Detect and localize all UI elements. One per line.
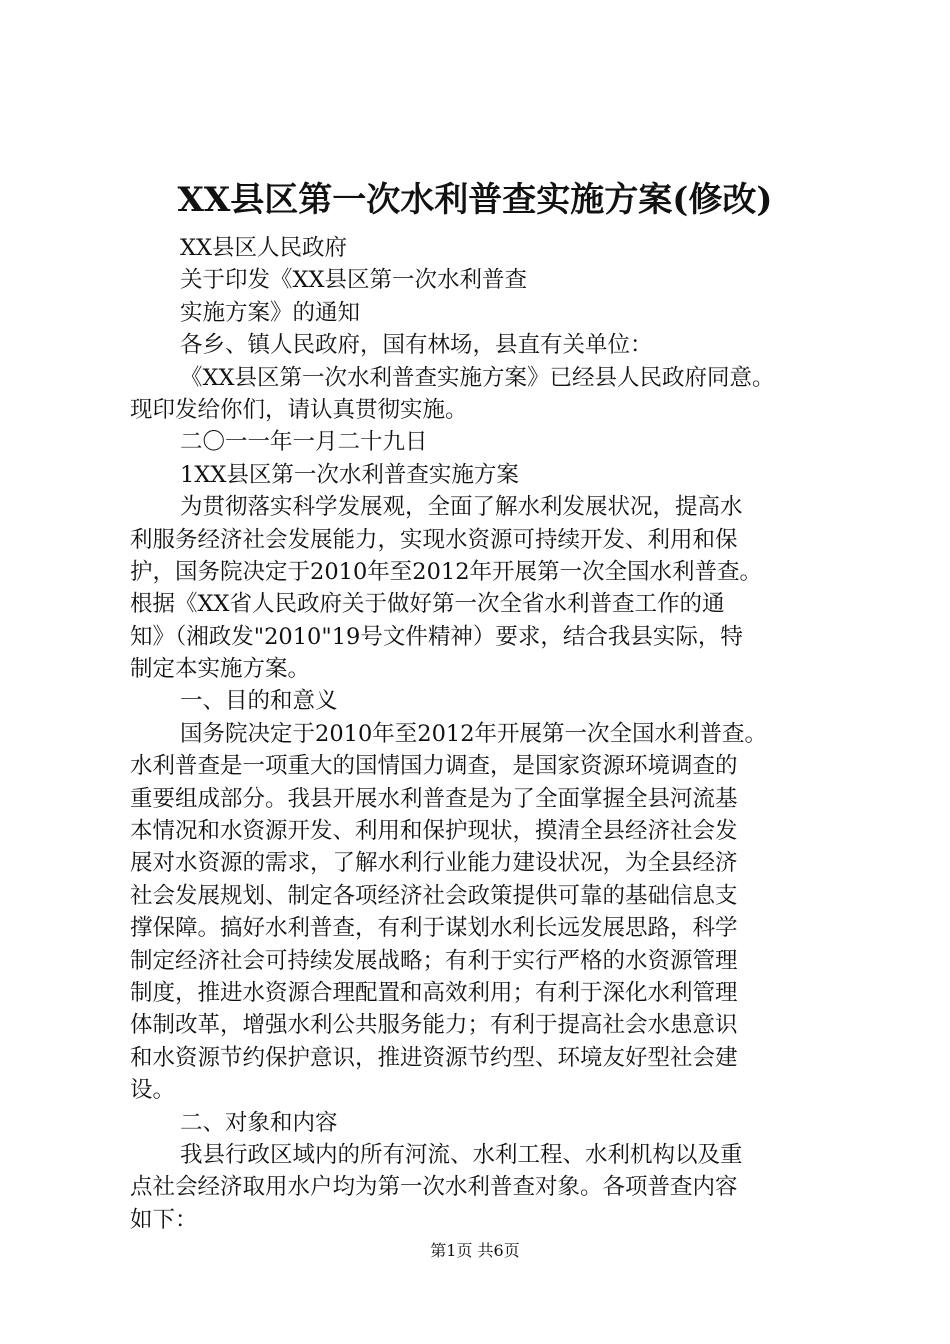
text-line-notice-title-1: 关于印发《XX县区第一次水利普查: [180, 267, 528, 294]
text-line: 我县行政区域内的所有河流、水利工程、水利机构以及重: [180, 1141, 743, 1168]
page-number-footer: 第1页 共6页: [430, 1241, 520, 1260]
text-line: 国务院决定于2010年至2012年开展第一次全国水利普查。: [180, 720, 768, 747]
text-line: 和水资源节约保护意识，推进资源节约型、环境友好型社会建: [130, 1044, 738, 1071]
text-line: 展对水资源的需求，了解水利行业能力建设状况，为全县经济: [130, 850, 738, 877]
text-line: 撑保障。搞好水利普查，有利于谋划水利长远发展思路，科学: [130, 915, 738, 942]
text-line-plan-title: 1XX县区第一次水利普查实施方案: [180, 461, 519, 488]
text-line: 如下：: [130, 1206, 198, 1233]
text-line: 体制改革，增强水利公共服务能力；有利于提高社会水患意识: [130, 1012, 738, 1039]
section-heading-purpose: 一、目的和意义: [180, 688, 338, 715]
text-line: 社会发展规划、制定各项经济社会政策提供可靠的基础信息支: [130, 882, 738, 909]
text-line: 制度，推进水资源合理配置和高效利用；有利于深化水利管理: [130, 979, 738, 1006]
section-heading-scope: 二、对象和内容: [180, 1109, 338, 1136]
text-line: 点社会经济取用水户均为第一次水利普查对象。各项普查内容: [130, 1174, 738, 1201]
text-line: 根据《XX省人民政府关于做好第一次全省水利普查工作的通: [130, 591, 725, 618]
text-line: 利服务经济社会发展能力，实现水资源可持续开发、利用和保: [130, 526, 738, 553]
text-line: 制定本实施方案。: [130, 656, 311, 683]
text-line: 水利普查是一项重大的国情国力调查，是国家资源环境调查的: [130, 753, 738, 780]
text-line: 《XX县区第一次水利普查实施方案》已经县人民政府同意。: [180, 364, 775, 391]
text-line-recipients: 各乡、镇人民政府，国有林场，县直有关单位：: [180, 332, 653, 359]
document-body: [130, 232, 830, 1236]
text-line: 本情况和水资源开发、利用和保护现状，摸清全县经济社会发: [130, 818, 738, 845]
text-line-sender: XX县区人民政府: [180, 235, 348, 261]
text-line-date: 二〇一一年一月二十九日: [180, 429, 428, 456]
text-line: 知》（湘政发"2010"19号文件精神）要求，结合我县实际，特: [130, 623, 743, 650]
text-line: 重要组成部分。我县开展水利普查是为了全面掌握全县河流基: [130, 785, 738, 812]
text-line: 制定经济社会可持续发展战略；有利于实行严格的水资源管理: [130, 947, 738, 974]
text-line: 护，国务院决定于2010年至2012年开展第一次全国水利普查。: [130, 558, 763, 585]
text-line: 为贯彻落实科学发展观，全面了解水利发展状况，提高水: [180, 494, 743, 521]
text-line: 现印发给你们，请认真贯彻实施。: [130, 396, 468, 423]
document-title: XX县区第一次水利普查实施方案(修改): [177, 180, 773, 220]
text-line-notice-title-2: 实施方案》的通知: [180, 299, 361, 326]
text-line: 设。: [130, 1077, 176, 1104]
